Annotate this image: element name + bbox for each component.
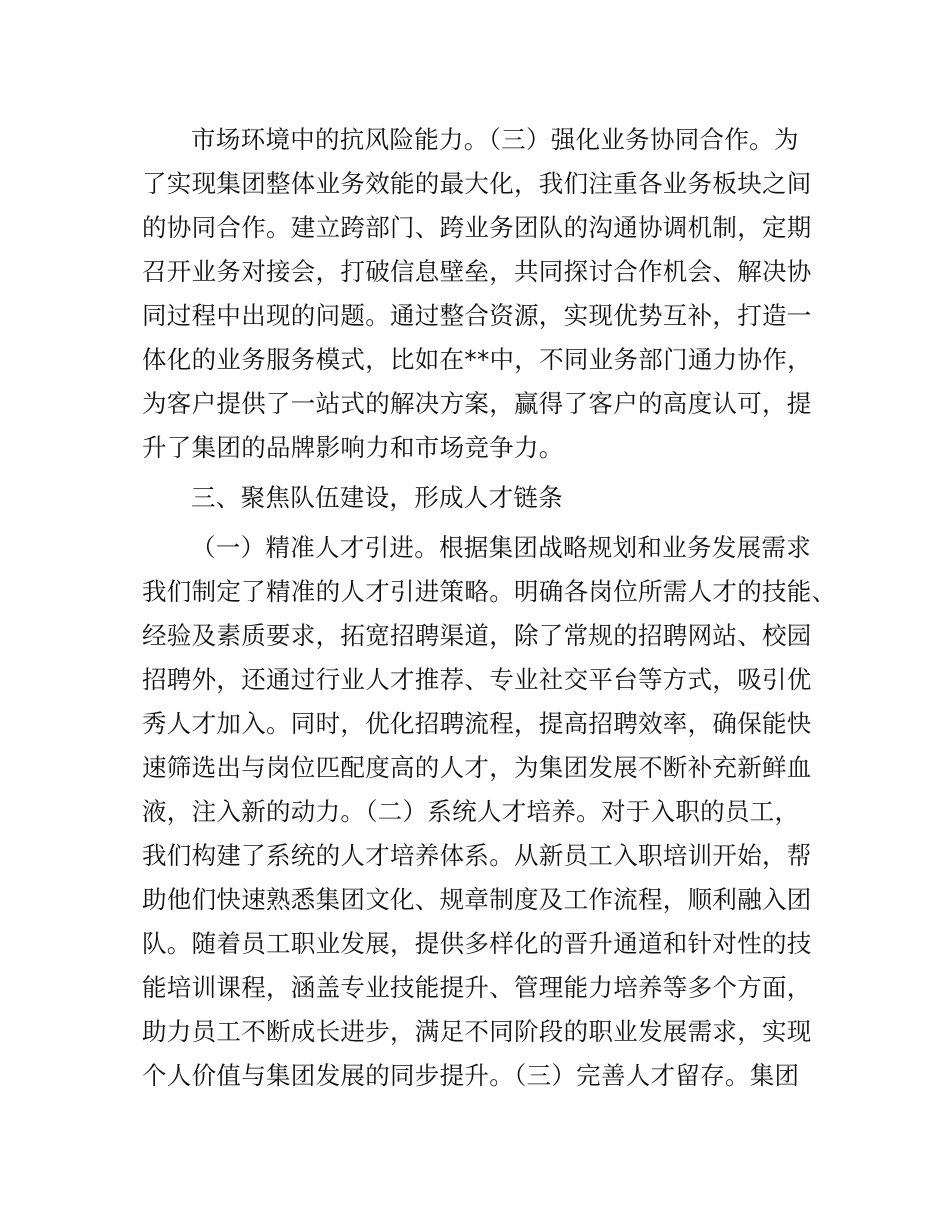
text-line: 升了集团的品牌影响力和市场竞争力。 [142,433,564,462]
text-line: 个人价值与集团发展的同步提升。（三）完善人才留存。集团 [142,1061,800,1090]
text-line: 助他们快速熟悉集团文化、规章制度及工作流程，顺利融入团 [142,885,812,914]
text-line: 速筛选出与岗位匹配度高的人才，为集团发展不断补充新鲜血 [142,753,812,782]
text-line: 同过程中出现的问题。通过整合资源，实现优势互补，打造一 [142,301,812,330]
paragraph-talent [142,526,837,1098]
text-line: 为客户提供了一站式的解决方案，赢得了客户的高度认可，提 [142,389,812,418]
document-body [142,118,837,1098]
text-line: 招聘外，还通过行业人才推荐、专业社交平台等方式，吸引优 [142,665,812,694]
text-line: 助力员工不断成长进步，满足不同阶段的职业发展需求，实现 [142,1017,812,1046]
text-line: 市场环境中的抗风险能力。（三）强化业务协同合作。为 [191,125,799,154]
heading-text: 三、聚焦队伍建设，形成人才链条 [191,483,563,512]
text-line: 的协同合作。建立跨部门、跨业务团队的沟通协调机制，定期 [142,213,812,242]
text-line: 经验及素质要求，拓宽招聘渠道，除了常规的招聘网站、校园 [142,621,812,650]
section-heading [142,476,822,520]
text-line: 秀人才加入。同时，优化招聘流程，提高招聘效率，确保能快 [142,709,812,738]
text-line: 我们构建了系统的人才培养体系。从新员工入职培训开始，帮 [142,841,812,870]
text-line: 了实现集团整体业务效能的最大化，我们注重各业务板块之间 [142,169,812,198]
text-line: 我们制定了精准的人才引进策略。明确各岗位所需人才的技能、 [142,577,837,606]
text-line: 队。随着员工职业发展，提供多样化的晋升通道和针对性的技 [142,929,812,958]
text-line: 液，注入新的动力。（二）系统人才培养。对于入职的员工， [142,797,800,826]
text-line: 召开业务对接会，打破信息壁垒，共同探讨合作机会、解决协 [142,257,812,286]
paragraph-business-synergy [142,118,822,470]
text-line: （一）精准人才引进。根据集团战略规划和业务发展需求 [191,533,811,562]
text-line: 能培训课程，涵盖专业技能提升、管理能力培养等多个方面， [142,973,812,1002]
text-line: 体化的业务服务模式，比如在**中，不同业务部门通力协作， [142,345,812,374]
